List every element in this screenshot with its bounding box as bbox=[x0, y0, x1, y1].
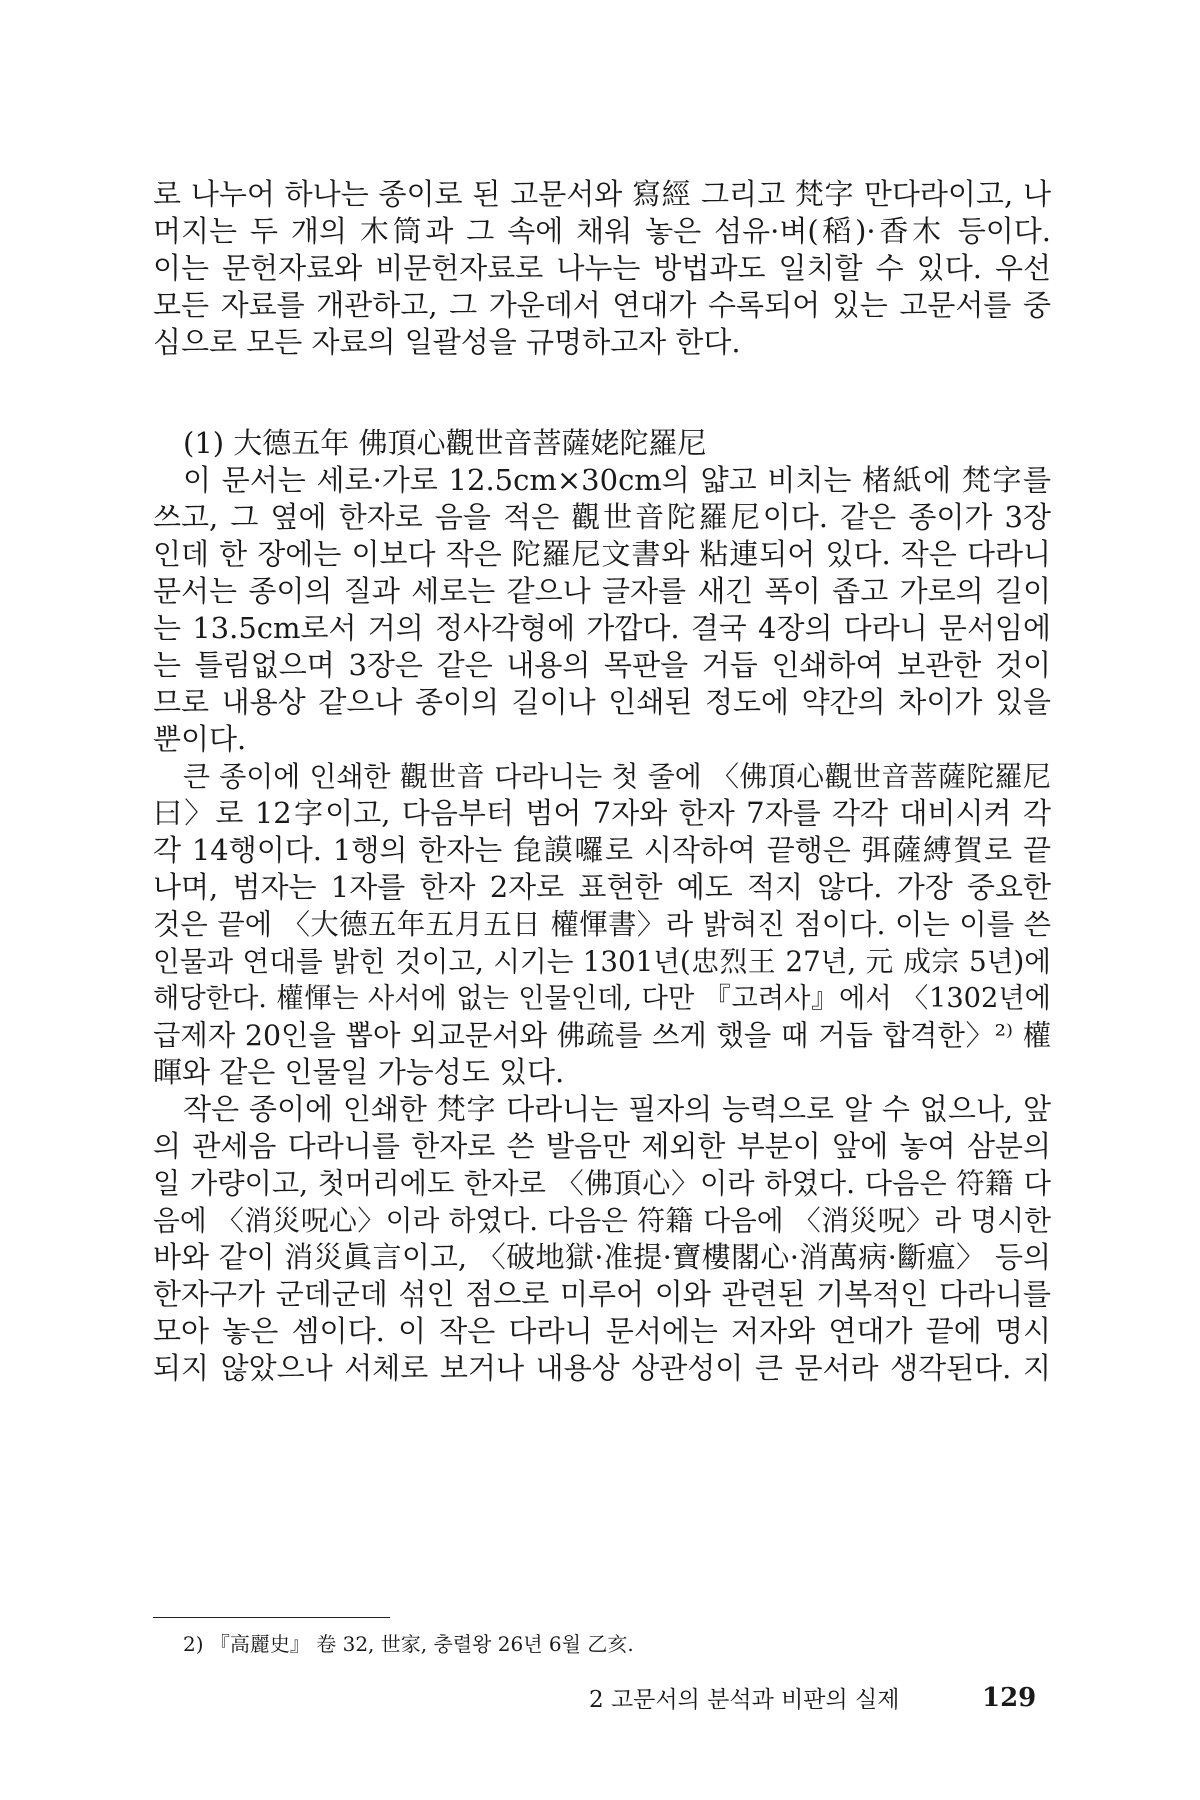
text-line: 의 관세음 다라니를 한자로 쓴 발음만 제외한 부분이 앞에 놓여 삼분의 bbox=[153, 1129, 1051, 1163]
text-line: 큰 종이에 인쇄한 觀世音 다라니는 첫 줄에 〈佛頂心觀世音菩薩陀羅尼 bbox=[183, 760, 1051, 793]
paragraph-2 bbox=[153, 758, 1051, 1091]
text-line: 되지 않았으나 서체로 보거나 내용상 상관성이 큰 문서라 생각된다. 지 bbox=[153, 1351, 1051, 1385]
text-line: 로 나누어 하나는 종이로 된 고문서와 寫經 그리고 梵字 만다라이고, 나 bbox=[153, 177, 1051, 211]
paragraph-1 bbox=[153, 462, 1051, 758]
text-line: 므로 내용상 같으나 종이의 길이나 인쇄된 정도에 약간의 차이가 있을 bbox=[153, 685, 1051, 719]
paragraph-3 bbox=[153, 1091, 1051, 1387]
intro-paragraph bbox=[153, 176, 1051, 361]
text-line: 각 14행이다. 1행의 한자는 㲋謨囉로 시작하여 끝행은 弭薩縛賀로 끝 bbox=[153, 833, 1051, 867]
text-line: 바와 같이 消災眞言이고, 〈破地獄·准提·寶樓閣心·消萬病·斷瘟〉 등의 bbox=[153, 1240, 1051, 1274]
text-line: 이 문서는 세로·가로 12.5cm×30cm의 얇고 비치는 楮紙에 梵字를 bbox=[183, 463, 1051, 497]
text-line: 모든 자료를 개관하고, 그 가운데서 연대가 수록되어 있는 고문서를 중 bbox=[153, 288, 1051, 322]
text-line: 이는 문헌자료와 비문헌자료로 나누는 방법과도 일치할 수 있다. 우선 bbox=[153, 251, 1051, 285]
running-footer: 2 고문서의 분석과 비판의 실제 bbox=[589, 1687, 900, 1713]
text-line: 暉와 같은 인물일 가능성도 있다. bbox=[153, 1055, 565, 1089]
text-line: 는 틀림없으며 3장은 같은 내용의 목판을 거듭 인쇄하여 보관한 것이 bbox=[153, 648, 1051, 682]
text-line: 작은 종이에 인쇄한 梵字 다라니는 필자의 능력으로 알 수 없으나, 앞 bbox=[183, 1092, 1051, 1126]
text-line: 인물과 연대를 밝힌 것이고, 시기는 1301년(忠烈王 27년, 元 成宗 5년)에 bbox=[153, 945, 1051, 978]
footnote: 2) 『高麗史』 卷 32, 世家, 충렬왕 26년 6월 乙亥. bbox=[183, 1632, 634, 1656]
text-line: 曰〉로 12字이고, 다음부터 범어 7자와 한자 7자를 각각 대비시켜 각 bbox=[153, 796, 1051, 830]
text-line: 음에 〈消災呪心〉이라 하였다. 다음은 符籍 다음에 〈消災呪〉라 명시한 bbox=[153, 1204, 1051, 1237]
text-line: 나며, 범자는 1자를 한자 2자로 표현한 예도 적지 않다. 가장 중요한 bbox=[153, 870, 1051, 904]
text-line: 인데 한 장에는 이보다 작은 陀羅尼文書와 粘連되어 있다. 작은 다라니 bbox=[153, 537, 1051, 571]
text-line: 문서는 종이의 질과 세로는 같으나 글자를 새긴 폭이 좁고 가로의 길이 bbox=[153, 574, 1051, 608]
text-line: 쓰고, 그 옆에 한자로 음을 적은 觀世音陀羅尼이다. 같은 종이가 3장 bbox=[153, 500, 1051, 534]
text-line: 심으로 모든 자료의 일괄성을 규명하고자 한다. bbox=[153, 325, 741, 359]
section-heading: (1) 大德五年 佛頂心觀世音菩薩姥陀羅尼 bbox=[183, 426, 707, 460]
text-line: 는 13.5cm로서 거의 정사각형에 가깝다. 결국 4장의 다라니 문서임에 bbox=[153, 611, 1051, 645]
text-line: 일 가량이고, 첫머리에도 한자로 〈佛頂心〉이라 하였다. 다음은 符籍 다 bbox=[153, 1167, 1051, 1200]
text-line: 급제자 20인을 뽑아 외교문서와 佛疏를 쓰게 했을 때 거듭 합격한〉²⁾ 權 bbox=[153, 1019, 1051, 1052]
text-line: 것은 끝에 〈大德五年五月五日 權惲書〉라 밝혀진 점이다. 이는 이를 쓴 bbox=[153, 908, 1051, 941]
text-line: 한자구가 군데군데 섞인 점으로 미루어 이와 관련된 기복적인 다라니를 bbox=[153, 1277, 1051, 1311]
text-line: 뿐이다. bbox=[153, 722, 247, 756]
text-line: 모아 놓은 셈이다. 이 작은 다라니 문서에는 저자와 연대가 끝에 명시 bbox=[153, 1314, 1051, 1348]
section-body bbox=[153, 425, 1051, 1387]
text-line: 머지는 두 개의 木筒과 그 속에 채워 놓은 섬유·벼(稻)·香木 등이다. bbox=[153, 214, 1051, 248]
page-number: 129 bbox=[982, 1683, 1037, 1713]
text-line: 해당한다. 權惲는 사서에 없는 인물인데, 다만 『고려사』에서 〈1302년에 bbox=[153, 983, 1051, 1014]
footnote-divider bbox=[153, 1617, 390, 1618]
